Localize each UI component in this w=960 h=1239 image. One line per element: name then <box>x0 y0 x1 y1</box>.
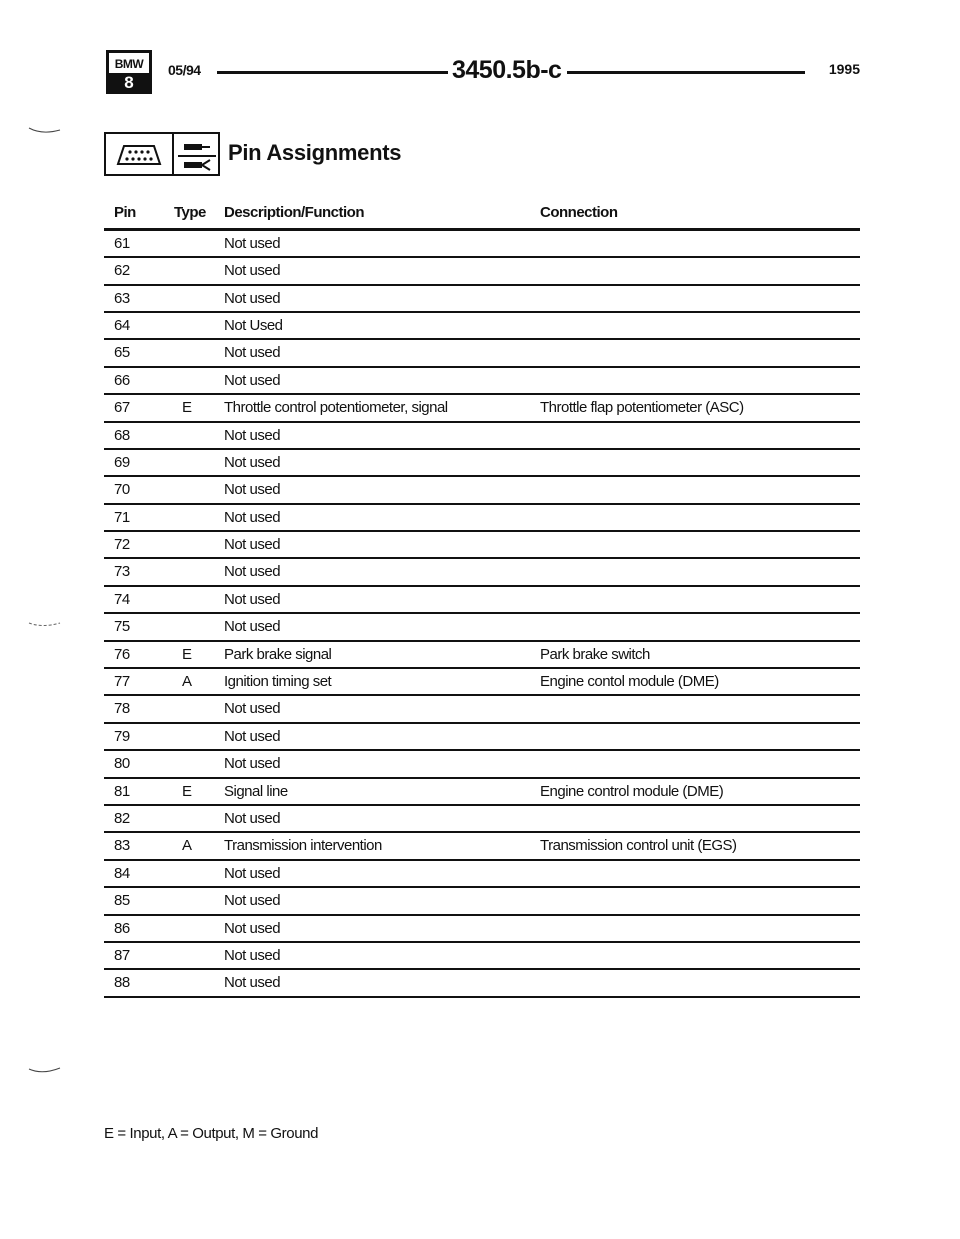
description-cell: Not used <box>224 727 281 745</box>
pin-number-cell: 82 <box>114 810 130 827</box>
margin-mark <box>28 620 62 630</box>
table-row <box>104 669 860 696</box>
pin-number-cell: 65 <box>114 344 130 362</box>
description-cell: Not used <box>224 919 281 937</box>
pin-number-cell: 69 <box>114 453 130 471</box>
table-row <box>104 505 860 532</box>
table-row <box>104 395 860 422</box>
table-row <box>104 861 860 888</box>
pin-number-cell: 67 <box>114 399 130 417</box>
description-cell: Signal line <box>224 782 288 800</box>
pin-number-cell: 85 <box>114 892 130 910</box>
section-title: Pin Assignments <box>228 140 402 165</box>
model-year: 1995 <box>828 61 860 77</box>
pin-number-cell: 61 <box>114 235 130 252</box>
table-row <box>104 477 860 504</box>
table-row <box>104 642 860 669</box>
description-cell: Not Used <box>224 316 283 334</box>
pin-type-cell: E <box>182 645 192 663</box>
table-row <box>104 450 860 477</box>
table-row <box>104 696 860 723</box>
description-cell: Not used <box>224 508 281 526</box>
table-header-row <box>104 200 860 231</box>
header-rule-right <box>567 71 805 74</box>
pin-direction-icon <box>176 138 218 174</box>
pin-number-cell: 73 <box>114 563 130 581</box>
description-cell: Transmission intervention <box>224 837 382 855</box>
description-cell: Not used <box>224 974 281 992</box>
pin-number-cell: 84 <box>114 864 130 882</box>
description-cell: Not used <box>224 590 281 608</box>
description-cell: Not used <box>224 371 281 389</box>
pin-number-cell: 86 <box>114 919 130 937</box>
table-row <box>104 888 860 915</box>
column-header-connection: Connection <box>540 204 618 221</box>
table-row <box>104 532 860 559</box>
table-row <box>104 313 860 340</box>
description-cell: Not used <box>224 262 281 280</box>
table-row <box>104 943 860 970</box>
connection-cell: Engine contol module (DME) <box>540 673 719 691</box>
description-cell: Not used <box>224 864 281 882</box>
pin-number-cell: 79 <box>114 727 130 745</box>
table-row <box>104 286 860 313</box>
table-row <box>104 231 860 258</box>
description-cell: Not used <box>224 536 281 554</box>
pin-number-cell: 87 <box>114 946 130 964</box>
connector-plug-icon <box>114 144 164 166</box>
description-cell: Not used <box>224 344 281 362</box>
table-row <box>104 423 860 450</box>
pin-type-cell: A <box>182 837 192 855</box>
description-cell: Throttle control potentiometer, signal <box>224 399 448 417</box>
pin-type-cell: A <box>182 673 192 691</box>
description-cell: Not used <box>224 235 281 252</box>
table-row <box>104 614 860 641</box>
description-cell: Not used <box>224 755 281 773</box>
pin-number-cell: 83 <box>114 837 130 855</box>
table-row <box>104 970 860 997</box>
description-cell: Not used <box>224 810 281 827</box>
pin-number-cell: 62 <box>114 262 130 280</box>
connection-cell: Transmission control unit (EGS) <box>540 837 737 855</box>
pin-number-cell: 72 <box>114 536 130 554</box>
pin-assignment-table <box>104 200 860 998</box>
pin-number-cell: 63 <box>114 289 130 307</box>
description-cell: Not used <box>224 892 281 910</box>
pin-number-cell: 77 <box>114 673 130 691</box>
pin-number-cell: 80 <box>114 755 130 773</box>
connection-cell: Engine control module (DME) <box>540 782 724 800</box>
description-cell: Ignition timing set <box>224 673 332 691</box>
table-row <box>104 340 860 367</box>
pin-number-cell: 70 <box>114 481 130 499</box>
description-cell: Not used <box>224 481 281 499</box>
pin-number-cell: 74 <box>114 590 130 608</box>
table-row <box>104 368 860 395</box>
description-cell: Not used <box>224 618 281 636</box>
pin-number-cell: 88 <box>114 974 130 992</box>
margin-mark <box>28 126 62 136</box>
description-cell: Not used <box>224 453 281 471</box>
description-cell: Not used <box>224 700 281 718</box>
connection-cell: Park brake switch <box>540 645 650 663</box>
page-header <box>106 46 860 96</box>
description-cell: Not used <box>224 946 281 964</box>
section-heading <box>104 132 524 178</box>
connector-icon-box <box>104 132 220 176</box>
bmw-8-series-logo <box>106 50 152 94</box>
document-code: 3450.5b-c <box>452 56 562 84</box>
description-cell: Not used <box>224 289 281 307</box>
logo-series-text: 8 <box>109 73 149 91</box>
margin-mark <box>28 1066 62 1076</box>
column-header-type: Type <box>174 204 206 221</box>
table-row <box>104 559 860 586</box>
pin-number-cell: 75 <box>114 618 130 636</box>
description-cell: Park brake signal <box>224 645 332 663</box>
table-row <box>104 916 860 943</box>
pin-number-cell: 66 <box>114 371 130 389</box>
table-row <box>104 751 860 778</box>
table-row <box>104 587 860 614</box>
header-rule-left <box>217 71 448 74</box>
pin-number-cell: 64 <box>114 316 130 334</box>
description-cell: Not used <box>224 426 281 444</box>
pin-type-cell: E <box>182 399 192 417</box>
pin-number-cell: 68 <box>114 426 130 444</box>
table-row <box>104 833 860 860</box>
column-header-pin: Pin <box>114 204 136 221</box>
issue-date: 05/94 <box>168 62 201 78</box>
description-cell: Not used <box>224 563 281 581</box>
pin-number-cell: 71 <box>114 508 130 526</box>
pin-number-cell: 78 <box>114 700 130 718</box>
table-row <box>104 258 860 285</box>
column-header-description: Description/Function <box>224 204 364 221</box>
pin-type-cell: E <box>182 782 192 800</box>
connection-cell: Throttle flap potentiometer (ASC) <box>540 399 744 417</box>
table-row <box>104 724 860 751</box>
pin-number-cell: 76 <box>114 645 130 663</box>
table-row <box>104 779 860 806</box>
pin-number-cell: 81 <box>114 782 130 800</box>
table-body <box>104 231 860 998</box>
icon-divider <box>172 134 174 174</box>
table-row <box>104 806 860 833</box>
logo-brand-text: BMW <box>109 53 149 73</box>
type-legend: E = Input, A = Output, M = Ground <box>104 1125 319 1142</box>
